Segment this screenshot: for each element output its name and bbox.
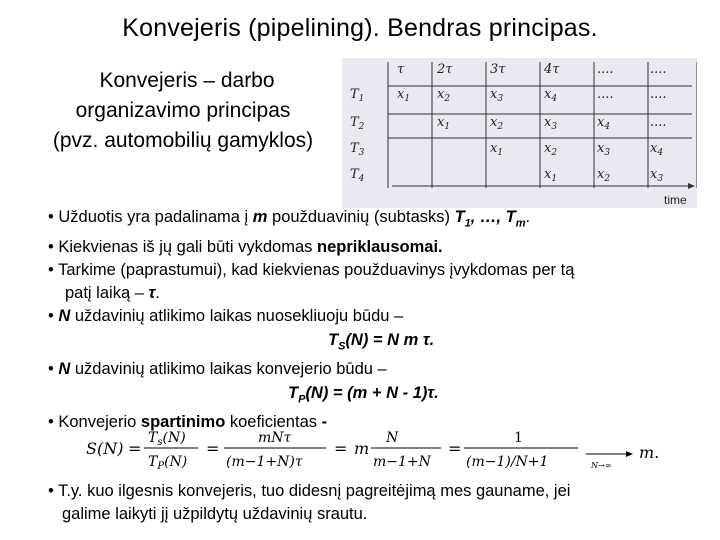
cell-1-3: $x_3$ [544,115,558,132]
header-cell-0: τ [397,62,405,77]
header-cell-3: 4τ [544,62,560,77]
task-label-1: $T_2$ [350,115,365,132]
slide-title: Konvejeris (pipelining). Bendras principas. [122,14,598,42]
bullet-subtasks-prefix: • Užduotis yra padalinama į [48,208,253,226]
bullet-subtasks-end: . [525,208,531,226]
conclusion-line-1: • T.y. kuo ilgesnis konvejeris, tuo didesnį pagreitėjimą mes gauname, jei [48,482,571,500]
cell-0-2: $x_3$ [490,87,504,104]
svg-text:m−1+N: m−1+N [373,454,431,470]
bullet-pipeline: • N uždavinių atlikimo laikas konvejerio būdu – [48,360,387,379]
header-cell-4: .... [597,62,614,77]
task-label-0: $T_1$ [350,87,365,104]
svg-text:=: = [334,439,348,458]
bullet-sequential: • N uždavinių atlikimo laikas nuosekliuoju būdu – [48,307,404,326]
var-n: N [58,307,71,326]
task-range: $T_1$, …, $T_m$ [454,208,526,230]
intro-line-2: organizavimo principas [75,99,291,122]
formula-sequential: $T_S(N) = N$ m τ. [328,330,435,353]
cell-1-4: $x_4$ [597,115,611,132]
cell-1-5: .... [650,115,667,130]
bullet-sequential-text: uždavinių atlikimo laikas nuosekliuoju būdu – [70,307,404,326]
bullet-speedup-bold: spartinimo [140,413,226,432]
svg-text:(m−1)/N+1: (m−1)/N+1 [466,454,549,470]
cell-0-5: .... [650,87,667,102]
bullet-speedup-mid: koeficientas [225,413,322,432]
conclusion-line-2: galime laikyti jį užpildytų uždavinių srautu. [62,505,368,523]
svg-text:N: N [386,430,399,446]
cell-0-4: .... [597,87,614,102]
cell-2-4: $x_3$ [597,141,611,158]
pipeline-table [342,58,697,208]
svg-text:=: = [448,439,462,458]
cell-2-5: $x_4$ [650,141,664,158]
var-n-2: N [58,360,71,379]
header-cell-1: 2τ [437,62,453,77]
s-of-n: S(N) [86,439,124,458]
pipeline-diagram [342,58,697,208]
intro-line-1: Konvejeris – darbo [99,69,275,92]
svg-text:mNτ: mNτ [258,430,292,446]
svg-text:=: = [206,439,220,458]
cell-0-3: $x_4$ [544,87,558,104]
cell-3-3: $x_1$ [544,167,558,184]
bullet-assume-line-2 [48,282,708,305]
time-axis-label: time [664,193,687,207]
bullet-subtasks-mid: použduavinių (subtasks) [267,208,455,226]
task-label-3: $T_4$ [350,167,365,184]
task-label-2: $T_3$ [350,141,365,158]
bullet-subtasks [48,206,708,236]
svg-text:TP(N): $T_P(N)$ [148,454,188,472]
intro-text [28,66,338,156]
cell-0-0: $x_1$ [397,87,411,104]
cell-1-1: $x_1$ [437,115,451,132]
svg-text:N→∞: N→∞ [591,461,612,470]
svg-text:=: = [128,439,142,458]
var-tau: τ [148,284,156,303]
speedup-formula [86,424,666,474]
bullet-speedup-prefix: • Konvejerio [48,413,141,432]
svg-text:1: 1 [514,430,523,446]
svg-text:m: m [354,439,370,458]
svg-text:(m−1+N)τ: (m−1+N)τ [226,454,303,470]
bullet-list [48,206,708,435]
formula-pipeline: $T_P(N) = (m + N - 1)\tau$. [288,383,439,405]
bullet-independent-bold: nepriklausomai. [316,237,443,256]
cell-3-4: $x_2$ [597,167,611,184]
header-cell-2: 3τ [490,62,506,77]
var-m: m [252,208,268,226]
cell-2-3: $x_2$ [544,141,558,158]
bullet-assume-prefix: patį laiką – [65,284,149,303]
cell-1-2: $x_2$ [490,115,504,132]
cell-3-5: $x_3$ [650,167,664,184]
cell-0-1: $x_2$ [437,87,451,104]
svg-text:Ts(N): $T_s(N)$ [148,430,186,448]
bullet-speedup-dash: - [321,413,328,432]
bullet-independent [48,236,708,259]
bullet-independent-prefix: • Kiekvienas iš jų gali būti vykdomas [48,237,317,256]
bullet-assume-line-1: • Tarkime (paprastumui), kad kiekvienas použduavinys įvykdomas per tą [48,260,575,279]
cell-2-2: $x_1$ [490,141,504,158]
bullet-assume-end: . [155,284,160,303]
intro-line-3: (pvz. automobilių gamyklos) [52,129,314,152]
time-axis-arrow [688,183,695,189]
svg-text:m.: m. [639,443,660,462]
bullet-pipeline-text: uždavinių atlikimo laikas konvejerio būdu – [70,360,387,379]
header-cell-5: .... [650,62,667,77]
conclusion [48,480,708,526]
